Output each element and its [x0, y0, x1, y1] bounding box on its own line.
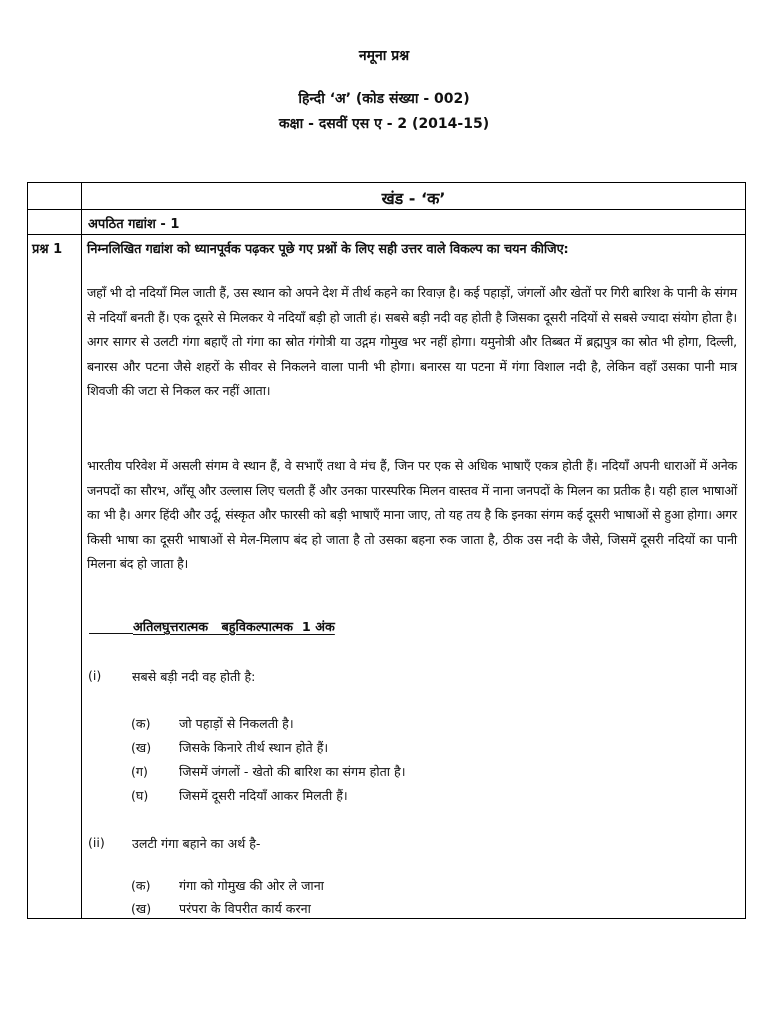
option-text: जिसमें दूसरी नदियाँ आकर मिलती हैं। — [179, 788, 348, 803]
option-label: (क) — [131, 878, 151, 893]
option-label: (घ) — [131, 788, 149, 803]
question-item-text: उलटी गंगा बहाने का अर्थ है- — [132, 836, 261, 851]
row-divider — [28, 234, 745, 235]
question-item-text: सबसे बड़ी नदी वह होती है: — [132, 669, 256, 684]
section-title: खंड - ‘क’ — [381, 189, 446, 208]
column-divider — [81, 183, 82, 918]
option-text: जो पहाड़ों से निकलती है। — [179, 716, 294, 731]
passage-paragraph: जहाँ भी दो नदियाँ मिल जाती हैं, उस स्थान को अपने देश में तीर्थ कहने का रिवाज़ है। कई पहाड़ों, जंगलों और खेतों पर गिरी बारिश के पानी के संगम से नदियाँ बनती हैं। एक दूसरे से मिलकर ये नदियाँ बड़ी हो जाती हं। सबसे बड़ी नदी वह होती है जिसका दूसरी नदियों से सबसे ज्यादा संयोग होता है। अगर सागर से उलटी गंगा बहाएँ तो गंगा का स्रोत गंगोत्री या उद्गम गोमुख भर नहीं होगा। यमुनोत्री और तिब्बत में ब्रह्मपुत्र का स्रोत भी होगा, दिल्ली, बनारस और पटना जैसे शहरों के सीवर से निकलने वाला पानी भी होगा। बनारस या पटना में गंगा विशाल नदी है, लेकिन वहाँ उसका पानी मात्र शिवजी की जटा से निकल कर नहीं आता। — [87, 285, 737, 399]
row-divider — [28, 209, 745, 210]
question-item-number: (ii) — [88, 835, 105, 850]
passage-paragraph: भारतीय परिवेश में असली संगम वे स्थान हैं, वे सभाएँ तथा वे मंच हैं, जिन पर एक से अधिक भाषाएँ एकत्र होती हैं। नदियाँ अपनी धाराओं में अनेक जनपदों का सौरभ, आँसू और उल्लास लिए चलती हैं और उनका पारस्परिक मिलन वास्तव में नाना जनपदों के मिलन का प्रतीक है। यही हाल भाषाओं का भी है। अगर हिंदी और उर्दू, संस्कृत और फारसी को बड़ी भाषाएँ माना जाए, तो यह तय है कि इनका संगम कई दूसरी भाषाओं से हुआ होगा। अगर किसी भाषा का दूसरी भाषाओं से मेल-मिलाप बंद हो जाता है तो उसका बहना रुक जाता है, ठीक उस नदी के जैसे, जिसमें दूसरी नदियों का पानी मिलना बंद हो जाता है। — [87, 458, 737, 572]
question-number: प्रश्न 1 — [32, 242, 63, 257]
subject-line: हिन्दी ‘अ’ (कोड संख्या - 002) — [298, 91, 470, 107]
question-type-heading: अतिलघुत्तरात्मक बहुविकल्पात्मक 1 अंक — [133, 620, 335, 635]
option-text: जिसके किनारे तीर्थ स्थान होते हैं। — [179, 740, 329, 755]
option-text: गंगा को गोमुख की ओर ले जाना — [179, 878, 324, 893]
option-text: परंपरा के विपरीत कार्य करना — [179, 901, 311, 916]
option-label: (ख) — [131, 901, 152, 916]
option-label: (क) — [131, 716, 151, 731]
passage-title: अपठित गद्यांश - 1 — [88, 217, 180, 232]
instruction-text: निम्नलिखित गद्यांश को ध्यानपूर्वक पढ़कर पूछे गए प्रश्नों के लिए सही उत्तर वाले विकल्प का चयन कीजिए: — [87, 242, 569, 257]
document-title: नमूना प्रश्न — [358, 48, 410, 64]
underline-rule — [89, 633, 133, 634]
class-line: कक्षा - दसवीं एस ए - 2 (2014-15) — [278, 116, 490, 132]
option-label: (ख) — [131, 740, 152, 755]
option-text: जिसमें जंगलों - खेतो की बारिश का संगम होता है। — [179, 764, 406, 779]
question-table — [27, 182, 746, 919]
option-label: (ग) — [131, 764, 148, 779]
question-item-number: (i) — [88, 668, 102, 683]
